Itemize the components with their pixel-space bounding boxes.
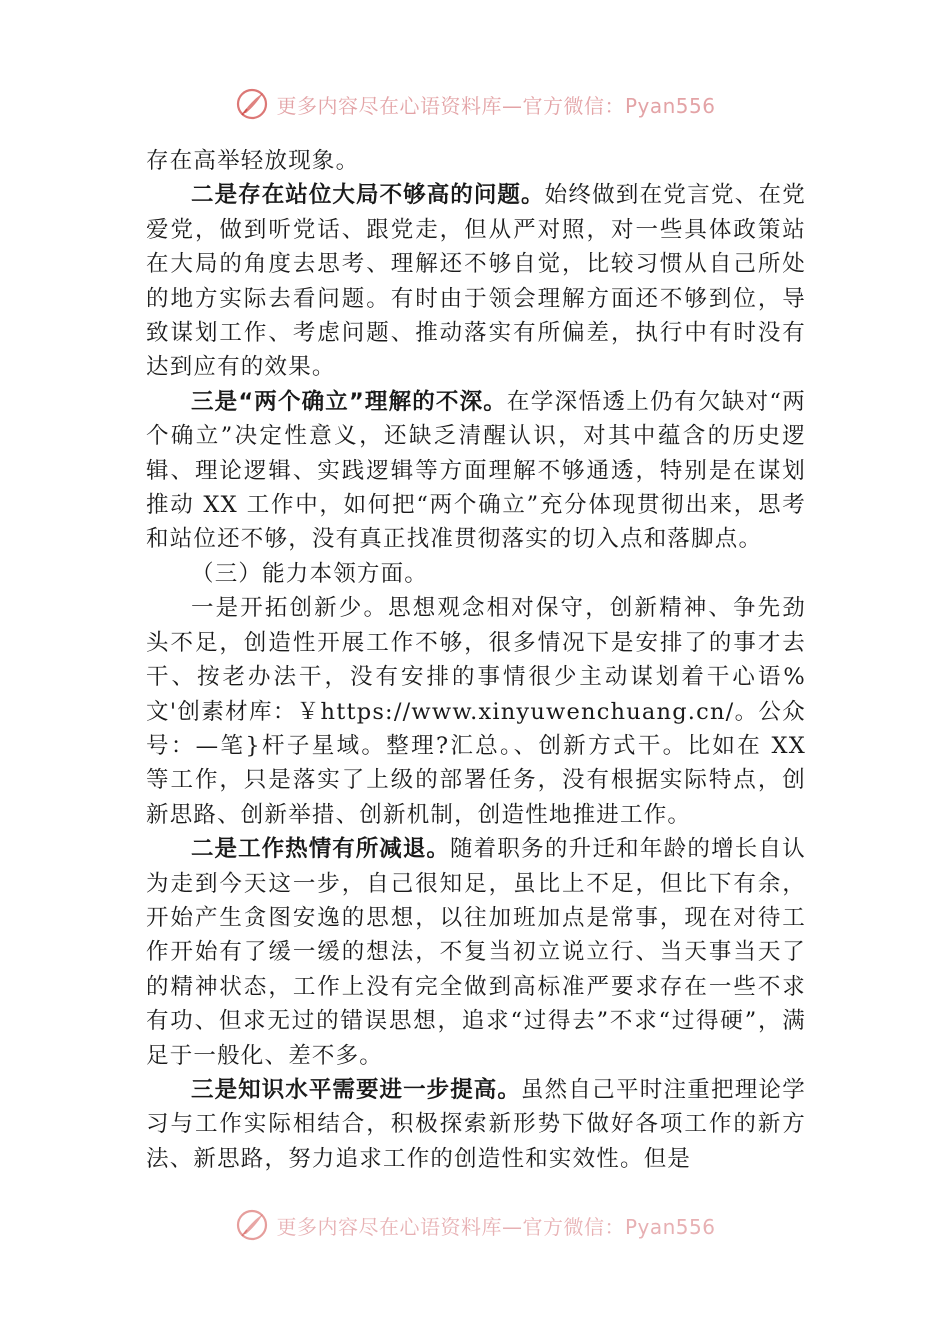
quill-logo-icon: [234, 86, 270, 122]
quill-logo-icon: [234, 1207, 270, 1243]
paragraph: [146, 832, 806, 1073]
paragraph: [146, 1073, 806, 1176]
paragraph: 存在高举轻放现象。: [146, 148, 360, 174]
paragraph-text: 在学深悟透上仍有欠缺对“两个确立”决定性意义，还缺乏清醒认识，对其中蕴含的历史逻辑、理论逻辑、实践逻辑等方面理解不够通透，特别是在谋划推动 XX 工作中，如何把“两个确立”充分体现贯彻出来，思考和站位还不够，没有真正找准贯彻落实的切入点和落脚点。: [146, 388, 806, 553]
paragraph: [146, 178, 806, 384]
paragraph-heading: 二是工作热情有所减退。: [191, 836, 450, 863]
footer-watermark: [0, 1207, 950, 1243]
watermark-text: 更多内容尽在心语资料库—官方微信：Pyan556: [276, 93, 716, 118]
paragraph-text: 随着职务的升迁和年龄的增长自认为走到今天这一步，自己很知足，虽比上不足，但比下有余，开始产生贪图安逸的思想，以往加班加点是常事，现在对待工作开始有了缓一缓的想法，不复当初立说立行、当天事当天了的精神状态，工作上没有完全做到高标准严要求存在一些不求有功、但求无过的错误思想，追求“过得去”不求“过得硬”，满足于一般化、差不多。: [146, 836, 806, 1069]
paragraph: 一是开拓创新少。思想观念相对保守，创新精神、争先劲头不足，创造性开展工作不够，很多情况下是安排了的事才去干、按老办法干，没有安排的事情很少主动谋划着干心语%文'创素材库：￥https://www.xinyuwenchuang.cn/。公众号：—笔}杆子星域。整理?汇总。、创新方式干。比如在 XX 等工作，只是落实了上级的部署任务，没有根据实际特点，创新思路、创新举措、创新机制，创造性地推进工作。: [146, 595, 806, 828]
paragraph-text: 虽然自己平时注重把理论学习与工作实际相结合，积极探索新形势下做好各项工作的新方法、新思路，努力追求工作的创造性和实效性。但是: [146, 1076, 806, 1172]
section-heading: （三）能力本领方面。: [191, 560, 429, 587]
header-watermark: [0, 86, 950, 122]
document-body: [146, 144, 806, 1176]
paragraph-heading: 三是知识水平需要进一步提高。: [191, 1076, 521, 1103]
paragraph-heading: 三是“两个确立”理解的不深。: [191, 388, 507, 415]
paragraph: [146, 385, 806, 557]
paragraph-text: 始终做到在党言党、在党爱党，做到听党话、跟党走，但从严对照，对一些具体政策站在大局的角度去思考、理解还不够自觉，比较习惯从自己所处的地方实际去看问题。有时由于领会理解方面还不够到位，导致谋划工作、考虑问题、推动落实有所偏差，执行中有时没有达到应有的效果。: [146, 182, 806, 381]
watermark-text: 更多内容尽在心语资料库—官方微信：Pyan556: [276, 1214, 716, 1239]
paragraph-heading: 二是存在站位大局不够高的问题。: [191, 182, 545, 209]
